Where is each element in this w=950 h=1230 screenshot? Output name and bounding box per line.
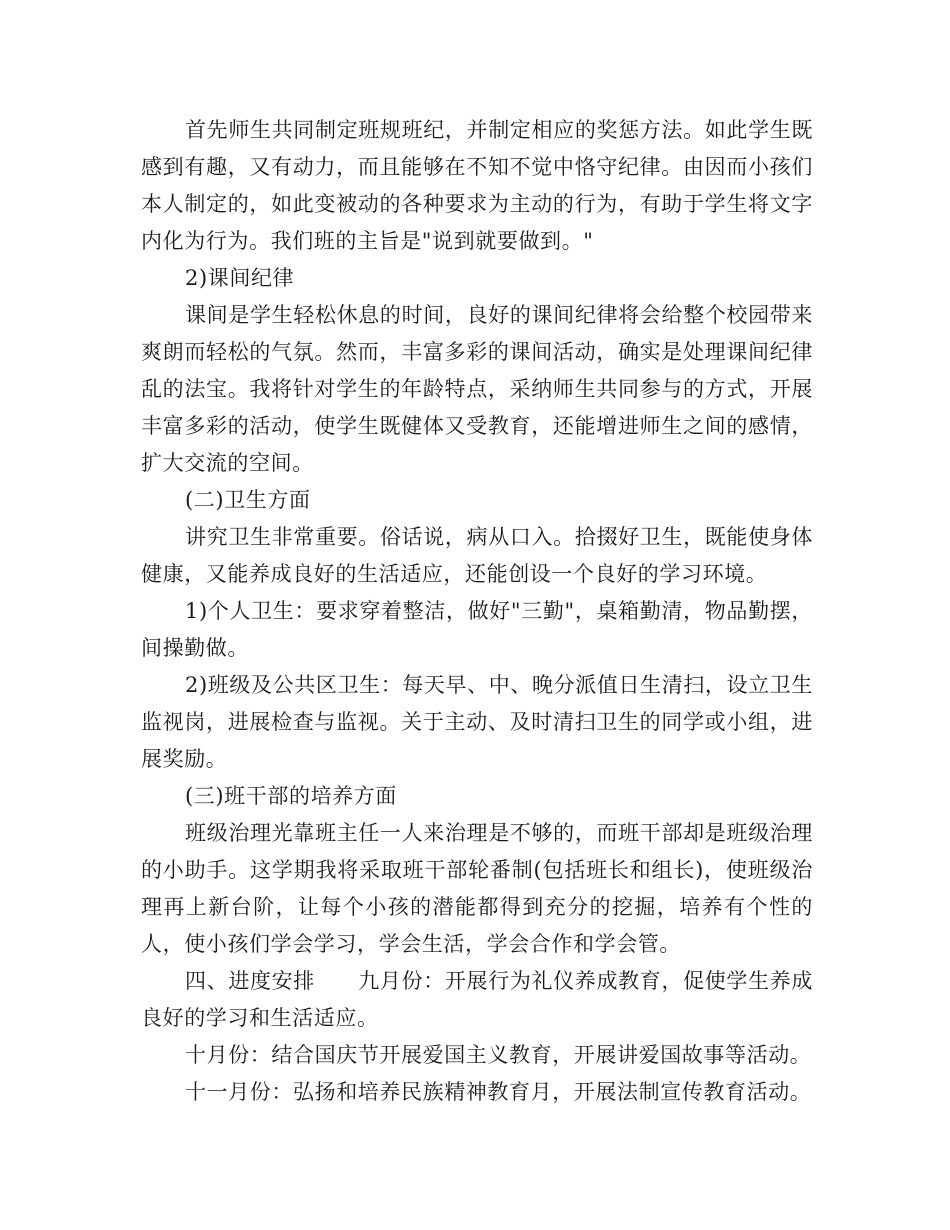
document-body (141, 112, 813, 1111)
heading-class-cadres: (三)班干部的培养方面 (185, 784, 397, 808)
paragraph-class-hygiene: 2)班级及公共区卫生：每天早、中、晚分派值日生清扫，设立卫生监视岗，进展检查与监视。关于主动、及时清扫卫生的同学或小组，进展奖励。 (141, 673, 813, 771)
heading-hygiene: (二)卫生方面 (185, 488, 311, 512)
paragraph-hygiene: 讲究卫生非常重要。俗话说，病从口入。拾掇好卫生，既能使身体健康，又能养成良好的生活适应，还能创设一个良好的学习环境。 (141, 525, 813, 586)
paragraph-schedule-october: 十月份：结合国庆节开展爱国主义教育，开展讲爱国故事等活动。 (185, 1043, 812, 1067)
paragraph-rules-intro: 首先师生共同制定班规班纪，并制定相应的奖惩方法。如此学生既感到有趣，又有动力，而且能够在不知不觉中恪守纪律。由因而小孩们本人制定的，如此变被动的各种要求为主动的行为，有助于学生将文字内化为行为。我们班的主旨是"说到就要做到。" (141, 118, 813, 253)
paragraph-personal-hygiene: 1)个人卫生：要求穿着整洁，做好"三勤"，桌箱勤清，物品勤摆，间操勤做。 (141, 599, 813, 660)
paragraph-class-cadres: 班级治理光靠班主任一人来治理是不够的，而班干部却是班级治理的小助手。这学期我将采取班干部轮番制(包括班长和组长)，使班级治理再上新台阶，让每个小孩的潜能都得到充分的挖掘，培养有个性的人，使小孩们学会学习，学会生活，学会合作和学会管。 (141, 821, 813, 956)
heading-break-discipline: 2)课间纪律 (185, 266, 295, 290)
paragraph-break-discipline: 课间是学生轻松休息的时间，良好的课间纪律将会给整个校园带来爽朗而轻松的气氛。然而，丰富多彩的课间活动，确实是处理课间纪律乱的法宝。我将针对学生的年龄特点，采纳师生共同参与的方式，开展丰富多彩的活动，使学生既健体又受教育，还能增进师生之间的感情，扩大交流的空间。 (141, 303, 813, 475)
paragraph-schedule-september: 四、进度安排 九月份：开展行为礼仪养成教育，促使学生养成良好的学习和生活适应。 (141, 969, 813, 1030)
paragraph-schedule-november: 十一月份：弘扬和培养民族精神教育月，开展法制宣传教育活动。 (185, 1080, 812, 1104)
